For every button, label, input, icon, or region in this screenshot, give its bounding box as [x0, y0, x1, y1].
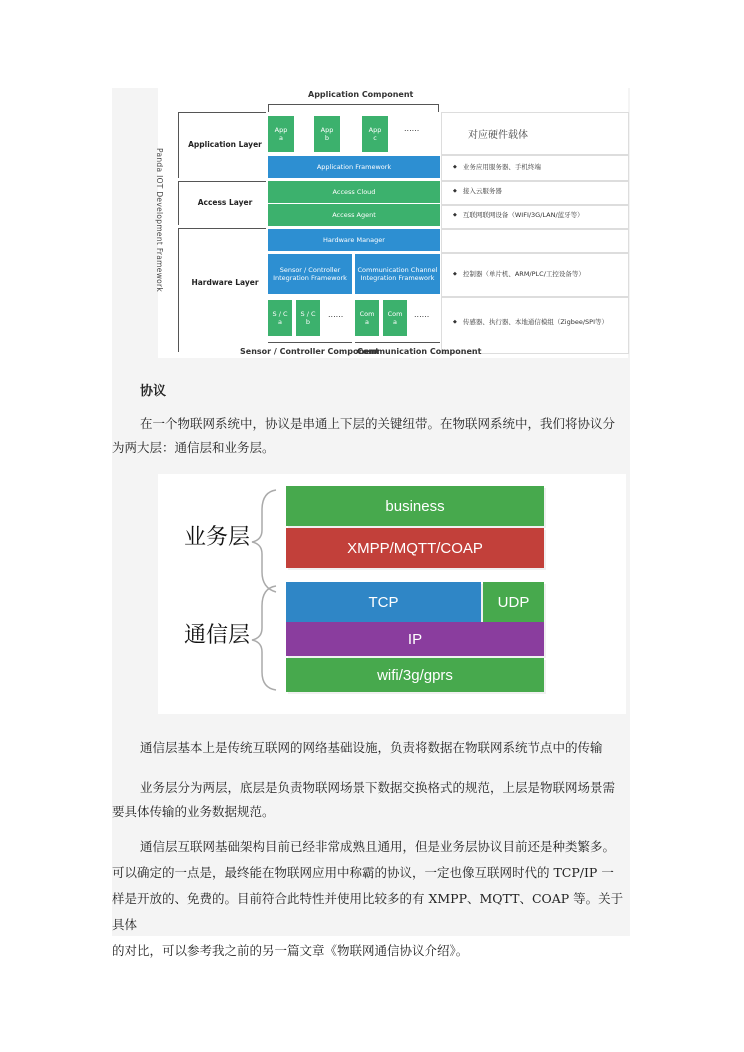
sensor-component-label: Sensor / Controller Component	[240, 347, 380, 356]
comm-integration-framework-block	[355, 254, 440, 294]
communication-component-label: Communication Component	[357, 347, 482, 356]
access-layer-bracket-top	[178, 181, 266, 182]
app-b-line2: b	[324, 134, 330, 142]
comm-bracket	[252, 586, 276, 690]
app-b-line1: App	[320, 125, 334, 134]
app-c-line2: c	[373, 134, 377, 142]
top-bracket-left	[268, 104, 269, 112]
protocol-layer-diagram	[158, 474, 626, 714]
paragraph-2	[112, 736, 630, 760]
hardware-carrier-title: 对应硬件载体	[468, 130, 528, 141]
top-bracket-right	[438, 104, 439, 112]
hardware-layer-bracket-top	[178, 228, 266, 229]
hardware-layer-bracket	[178, 228, 179, 352]
note-controllers: ◆ 控制器（单片机、ARM/PLC/工控设备等）	[453, 269, 585, 278]
sensor-framework-line1: Sensor / Controller	[279, 265, 341, 274]
sensor-b-line1: S / C	[300, 309, 316, 318]
framework-side-title: Panda IOT Development Framework	[155, 148, 164, 293]
note-sensors: ◆ 传感器、执行器、本地通信模组（Zigbee/SPI等）	[453, 317, 608, 326]
udp-bar: UDP	[483, 582, 544, 622]
paragraph-4	[112, 834, 630, 964]
app-a-block	[268, 116, 294, 152]
com-a2-line2: a	[393, 318, 397, 326]
access-layer-label: Access Layer	[197, 198, 253, 207]
comm-framework-line2: Integration Framework	[360, 274, 435, 282]
sensor-a-line1: S / C	[272, 309, 288, 318]
app-b-block	[314, 116, 340, 152]
access-layer-bracket	[178, 181, 179, 225]
paragraph-3-line-1: 业务层分为两层，底层是负责物联网场景下数据交换格式的规范，上层是物联网场景需	[140, 780, 616, 795]
access-cloud-block: Access Cloud	[268, 181, 440, 203]
sensor-b-line2: b	[305, 318, 311, 326]
sensor-bottom-bracket	[268, 342, 352, 343]
sensor-framework-line2: Integration Framework	[273, 274, 347, 282]
paragraph-4-line-2: 可以确定的一点是，最终能在物联网应用中称霸的协议，一定也像互联网时代的 TCP/IP 一	[112, 865, 614, 880]
top-bracket	[268, 104, 438, 105]
app-a-line2: a	[279, 134, 283, 142]
app-layer-bracket	[178, 112, 179, 178]
business-bracket	[252, 490, 276, 592]
note-app-servers: ◆ 业务应用服务器、手机终端	[453, 162, 541, 171]
comm-bottom-bracket	[355, 342, 440, 343]
ip-bar: IP	[286, 622, 544, 656]
note-network-devices: ◆ 互联网联网设备（WIFI/3G/LAN/蓝牙等）	[453, 210, 584, 219]
business-bar: business	[286, 486, 544, 526]
sensors-ellipsis: ......	[328, 310, 344, 319]
sensor-a-block	[268, 300, 292, 336]
wifi-3g-gprs-bar: wifi/3g/gprs	[286, 658, 544, 692]
paragraph-1-line-2: 为两大层：通信层和业务层。	[112, 440, 275, 455]
xmpp-mqtt-coap-bar: XMPP/MQTT/COAP	[286, 528, 544, 568]
com-a-block	[355, 300, 379, 336]
comm-framework-line1: Communication Channel	[357, 265, 438, 274]
paragraph-3	[112, 776, 630, 824]
sensor-a-line2: a	[278, 318, 282, 326]
paragraph-4-line-1: 通信层互联网基础架构目前已经非常成熟且通用，但是业务层协议目前还是种类繁多。	[140, 839, 616, 854]
hardware-manager-block: Hardware Manager	[268, 229, 440, 251]
sensor-integration-framework-block	[268, 254, 352, 294]
application-layer-label: Application Layer	[188, 140, 262, 149]
paragraph-1	[112, 412, 630, 460]
app-c-line1: App	[368, 125, 382, 134]
paragraph-2-line-1: 通信层基本上是传统互联网的网络基础设施，负责将数据在物联网系统节点中的传输	[140, 740, 603, 755]
paragraph-3-line-2: 要具体传输的业务数据规范。	[112, 804, 275, 819]
section-heading: 协议	[140, 384, 167, 399]
comm-layer-group-label: 通信层	[184, 623, 251, 648]
com-a2-block	[383, 300, 407, 336]
note-cloud-server: ◆ 接入云服务器	[453, 186, 502, 195]
paragraph-1-line-1: 在一个物联网系统中，协议是串通上下层的关键纽带。在物联网系统中，我们将协议分	[140, 416, 616, 431]
hardware-layer-label: Hardware Layer	[191, 278, 259, 287]
paragraph-4-line-3: 样是开放的、免费的。目前符合此特性并使用比较多的有 XMPP、MQTT、COAP 等。关于具体	[112, 891, 624, 932]
access-agent-block: Access Agent	[268, 204, 440, 226]
app-a-line1: App	[274, 125, 288, 134]
app-layer-bracket-top	[178, 112, 266, 113]
com-a-line2: a	[365, 318, 369, 326]
application-component-title: Application Component	[308, 90, 414, 99]
comms-ellipsis: ......	[414, 310, 430, 319]
sensor-b-block	[296, 300, 320, 336]
tcp-bar: TCP	[286, 582, 481, 622]
apps-ellipsis: ......	[404, 124, 420, 133]
right-cell-5	[441, 228, 629, 254]
com-a2-line1: Com	[387, 309, 403, 318]
com-a-line1: Com	[359, 309, 375, 318]
business-layer-group-label: 业务层	[184, 525, 251, 550]
application-framework-block: Application Framework	[268, 156, 440, 178]
paragraph-4-line-4: 的对比，可以参考我之前的另一篇文章《物联网通信协议介绍》。	[112, 943, 469, 958]
app-c-block	[362, 116, 388, 152]
architecture-diagram	[155, 88, 628, 358]
